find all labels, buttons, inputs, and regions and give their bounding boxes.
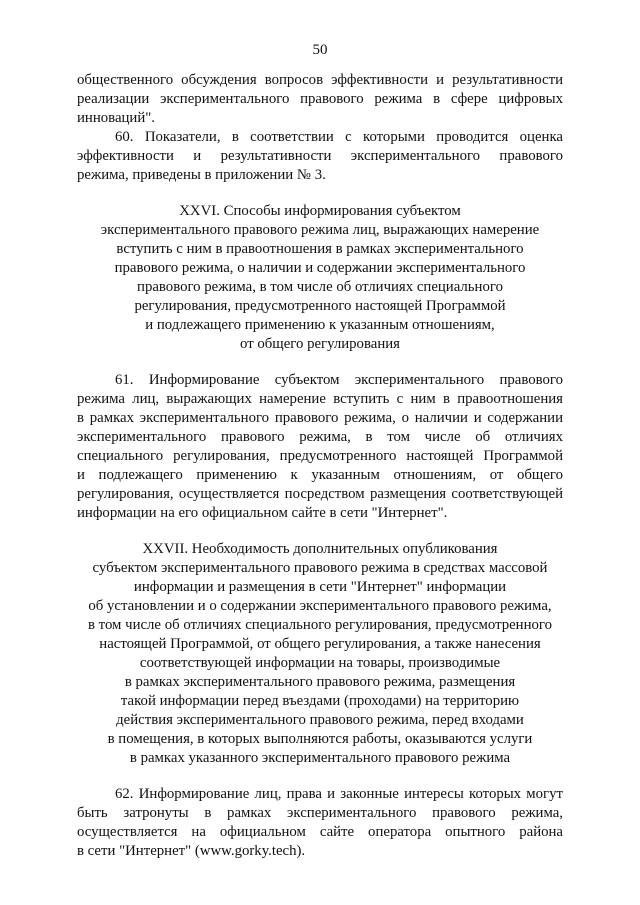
paragraph-61 xyxy=(77,371,563,523)
text-line: 61. Информирование субъектом экспериментального правового xyxy=(115,372,563,388)
text-line: 62. Информирование лиц, права и законные интересы которых могут xyxy=(115,786,563,802)
text-line: специального регулирования, предусмотренного настоящей Программой xyxy=(77,448,563,464)
heading-line: XXVII. Необходимость дополнительных опубликования xyxy=(142,541,498,557)
heading-line: от общего регулирования xyxy=(240,336,400,352)
spacer xyxy=(77,768,563,785)
text-line: регулирования, осуществляется посредством размещения соответствующей xyxy=(77,486,563,502)
heading-line: в рамках указанного экспериментального правового режима xyxy=(129,750,511,766)
heading-line: XXVI. Способы информирования субъектом xyxy=(179,203,461,219)
paragraph-60 xyxy=(77,128,563,185)
text-line: инноваций". xyxy=(77,110,156,126)
text-line: режима, приведены в приложении № 3. xyxy=(77,167,326,183)
text-line: быть затронуты в рамках экспериментального правового режима, xyxy=(77,805,563,821)
paragraph-continuation xyxy=(77,71,563,128)
heading-line: об установлении и о содержании экспериментального правового режима, xyxy=(88,598,552,614)
text-line: общественного обсуждения вопросов эффективности и результативности xyxy=(77,72,563,88)
text-line: режима лиц, выражающих намерение вступить с ним в правоотношения xyxy=(77,391,563,407)
heading-line: регулирования, предусмотренного настоящей Программой xyxy=(134,298,506,314)
spacer xyxy=(77,185,563,202)
section-heading-xxvi xyxy=(77,202,563,354)
heading-line: в том числе об отличиях специального регулирования, предусмотренного xyxy=(87,617,553,633)
heading-line: соответствующей информации на товары, производимые xyxy=(139,655,501,671)
heading-line: в помещения, в которых выполняются работы, оказываются услуги xyxy=(107,731,533,747)
heading-line: информации и размещения в сети "Интернет" информации xyxy=(133,579,507,595)
heading-line: действия экспериментального правового режима, перед входами xyxy=(116,712,524,728)
text-line: 60. Показатели, в соответствии с которыми проводится оценка xyxy=(115,129,563,145)
heading-line: вступить с ним в правоотношения в рамках экспериментального xyxy=(116,241,524,257)
heading-line: такой информации перед въездами (проходами) на территорию xyxy=(120,693,520,709)
heading-line: правового режима, о наличии и содержании экспериментального xyxy=(114,260,526,276)
heading-line: экспериментального правового режима лиц, выражающих намерение xyxy=(100,222,540,238)
spacer xyxy=(77,354,563,371)
heading-line: настоящей Программой, от общего регулирования, а также нанесения xyxy=(99,636,541,652)
heading-line: правового режима, в том числе об отличиях специального xyxy=(137,279,503,295)
heading-line: в рамках экспериментального правового режима, размещения xyxy=(124,674,516,690)
text-line: в сети "Интернет" (www.gorky.tech). xyxy=(77,843,306,859)
heading-line: и подлежащего применению к указанным отношениям, xyxy=(145,317,495,333)
text-line: эффективности и результативности экспериментального правового xyxy=(77,148,563,164)
section-heading-xxvii xyxy=(77,540,563,768)
text-line: и подлежащего применению к указанным отношениям, от общего xyxy=(77,467,563,483)
text-line: в рамках экспериментального правового режима, о наличии и содержании xyxy=(77,410,563,426)
text-line: экспериментального правового режима, в том числе об отличиях xyxy=(77,429,563,445)
paragraph-62 xyxy=(77,785,563,861)
text-line: информации на его официальном сайте в сети "Интернет". xyxy=(77,505,448,521)
page-number: 50 xyxy=(312,42,328,58)
heading-line: субъектом экспериментального правового режима в средствах массовой xyxy=(92,560,548,576)
spacer xyxy=(77,523,563,540)
text-line: осуществляется на официальном сайте оператора опытного района xyxy=(77,824,563,840)
text-line: реализации экспериментального правового режима в сфере цифровых xyxy=(77,91,563,107)
document-body xyxy=(77,71,563,861)
